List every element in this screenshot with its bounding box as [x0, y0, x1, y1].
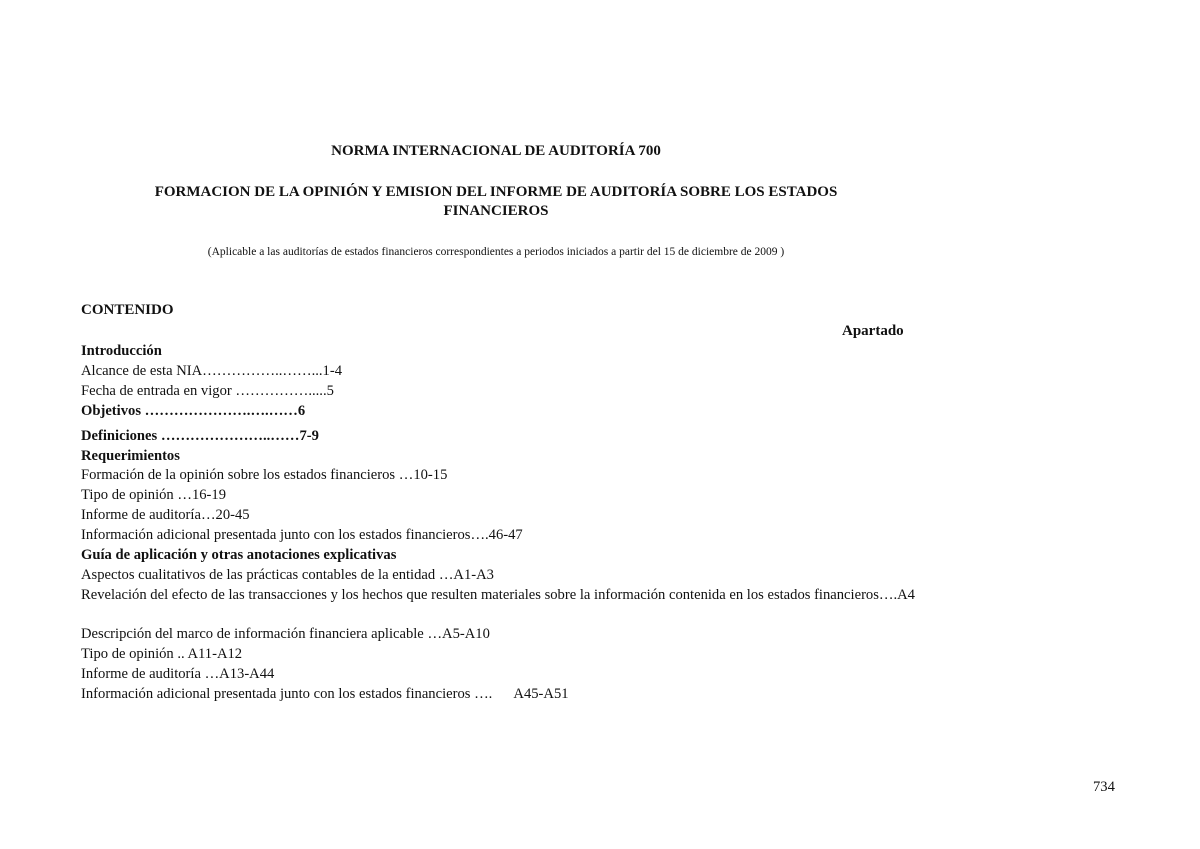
toc-section-requerimientos: Requerimientos — [81, 447, 180, 464]
toc-item-tipo-opinion: Tipo de opinión …16-19 — [81, 487, 227, 504]
table-of-contents — [81, 342, 961, 704]
subtitle-line-1: FORMACION DE LA OPINIÓN Y EMISION DEL INFORME DE AUDITORÍA SOBRE LOS ESTADOS — [154, 184, 838, 200]
toc-item-fecha: Fecha de entrada en vigor …………….....5 — [81, 382, 334, 399]
toc-section-introduccion: Introducción — [81, 343, 162, 359]
toc-item-info-adicional: Información adicional presentada junto con los estados financieros….46-47 — [81, 527, 523, 544]
toc-item-alcance: Alcance de esta NIA……………..……...1-4 — [81, 362, 342, 379]
toc-item-informe: Informe de auditoría…20-45 — [81, 507, 250, 524]
page-number: 734 — [1093, 779, 1115, 795]
toc-item-descripcion: Descripción del marco de información financiera aplicable …A5-A10 — [81, 625, 490, 642]
subtitle-line-2: FINANCIEROS — [443, 203, 549, 219]
applicability-note: (Aplicable a las auditorías de estados financieros correspondientes a periodos iniciados a partir del 15 de diciembre de 2009 ) — [207, 246, 785, 258]
toc-section-definiciones: Definiciones …………………..……7-9 — [81, 427, 319, 444]
apartado-heading: Apartado — [842, 323, 904, 339]
contents-heading: CONTENIDO — [81, 302, 174, 318]
toc-section-objetivos: Objetivos ………………….….……6 — [81, 402, 306, 419]
document-title: NORMA INTERNACIONAL DE AUDITORÍA 700 — [331, 143, 661, 159]
toc-item-info-adicional-a: Información adicional presentada junto con los estados financieros …. A45-A51 — [81, 685, 569, 702]
document-subtitle — [0, 183, 992, 221]
toc-item-formacion: Formación de la opinión sobre los estados financieros …10-15 — [81, 467, 448, 484]
toc-spacer — [81, 606, 961, 625]
toc-item-informe-a: Informe de auditoría …A13-A44 — [81, 665, 275, 682]
toc-item-revelacion: Revelación del efecto de las transacciones y los hechos que resulten materiales sobre la información contenida en los estados financieros….A4 — [81, 586, 915, 603]
toc-item-aspectos: Aspectos cualitativos de las prácticas contables de la entidad …A1-A3 — [81, 566, 494, 583]
toc-section-guia: Guía de aplicación y otras anotaciones explicativas — [81, 547, 397, 564]
toc-item-tipo-opinion-a: Tipo de opinión .. A11-A12 — [81, 645, 243, 662]
